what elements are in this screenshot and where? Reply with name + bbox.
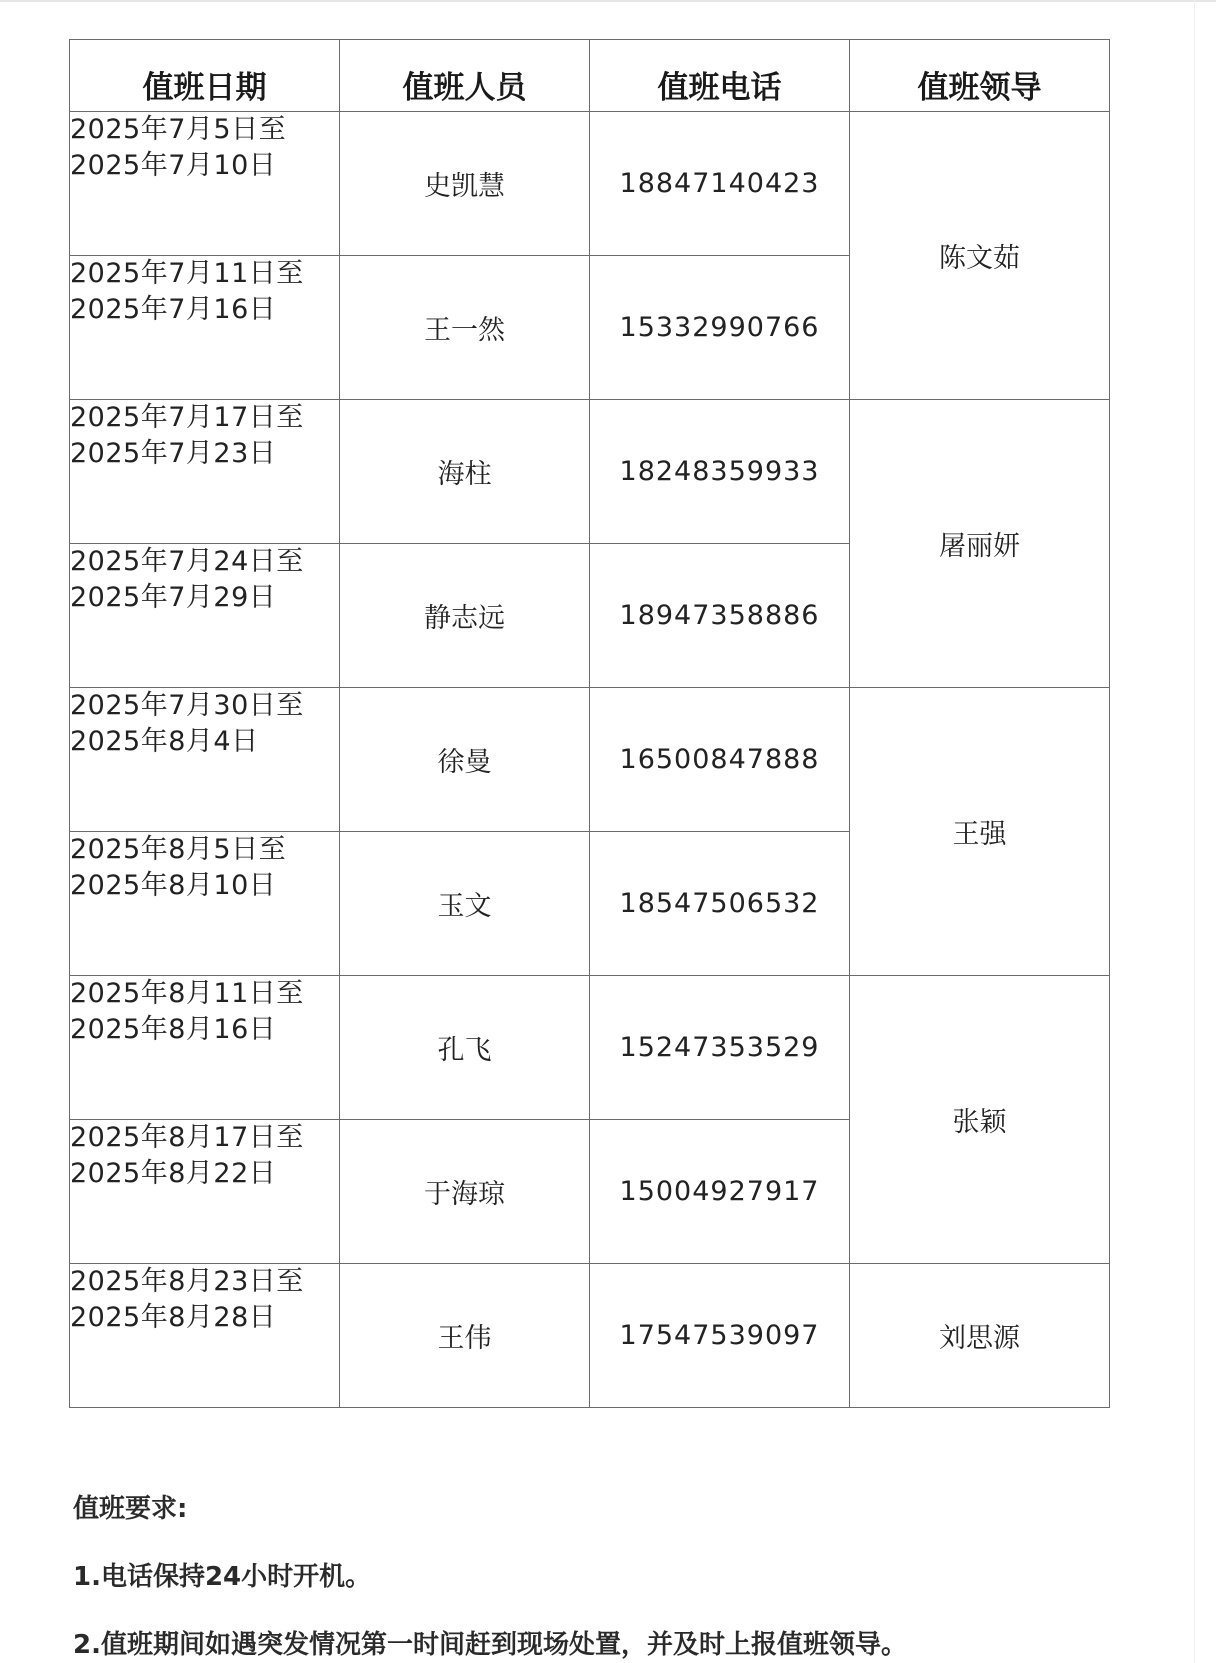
duty-leader: 陈文茹: [850, 112, 1110, 400]
duty-date: [70, 1120, 340, 1264]
date-end: 2025年7月29日: [70, 582, 277, 613]
top-divider: [0, 0, 1216, 2]
header-phone: 值班电话: [590, 40, 850, 112]
date-start: 2025年8月5日至: [70, 834, 287, 865]
duty-phone: 15332990766: [590, 256, 850, 400]
date-start: 2025年7月17日至: [70, 402, 304, 433]
duty-date: [70, 112, 340, 256]
duty-leader: 王强: [850, 688, 1110, 976]
date-end: 2025年8月16日: [70, 1014, 277, 1045]
date-start: 2025年7月24日至: [70, 546, 304, 577]
header-leader: 值班领导: [850, 40, 1110, 112]
duty-phone: 18547506532: [590, 832, 850, 976]
header-date: 值班日期: [70, 40, 340, 112]
table-row: [70, 976, 1110, 1120]
duty-person: 徐曼: [340, 688, 590, 832]
date-end: 2025年7月10日: [70, 150, 277, 181]
duty-phone: 15004927917: [590, 1120, 850, 1264]
duty-person: 静志远: [340, 544, 590, 688]
date-end: 2025年7月23日: [70, 438, 277, 469]
duty-person: 于海琼: [340, 1120, 590, 1264]
date-start: 2025年8月17日至: [70, 1122, 304, 1153]
duty-person: 海柱: [340, 400, 590, 544]
duty-date: [70, 400, 340, 544]
duty-person: 王一然: [340, 256, 590, 400]
duty-schedule-table: [69, 39, 1110, 1408]
date-start: 2025年7月11日至: [70, 258, 304, 289]
duty-phone: 17547539097: [590, 1264, 850, 1408]
duty-phone: 15247353529: [590, 976, 850, 1120]
duty-date: [70, 1264, 340, 1408]
date-start: 2025年7月5日至: [70, 114, 287, 145]
page-edge: [1194, 0, 1195, 1663]
duty-date: [70, 544, 340, 688]
duty-phone: 18248359933: [590, 400, 850, 544]
duty-person: 孔飞: [340, 976, 590, 1120]
date-end: 2025年7月16日: [70, 294, 277, 325]
table-row: [70, 400, 1110, 544]
table-row: [70, 688, 1110, 832]
duty-phone: 18947358886: [590, 544, 850, 688]
duty-person: 王伟: [340, 1264, 590, 1408]
duty-phone: 18847140423: [590, 112, 850, 256]
requirements-title: 值班要求:: [73, 1494, 188, 1524]
header-person: 值班人员: [340, 40, 590, 112]
date-start: 2025年8月11日至: [70, 978, 304, 1009]
date-end: 2025年8月4日: [70, 726, 259, 757]
duty-person: 玉文: [340, 832, 590, 976]
table-row: [70, 1264, 1110, 1408]
duty-leader: 屠丽妍: [850, 400, 1110, 688]
duty-leader: 刘思源: [850, 1264, 1110, 1408]
date-end: 2025年8月28日: [70, 1302, 277, 1333]
date-start: 2025年7月30日至: [70, 690, 304, 721]
table-row: [70, 112, 1110, 256]
date-end: 2025年8月10日: [70, 870, 277, 901]
date-end: 2025年8月22日: [70, 1158, 277, 1189]
table-header-row: [70, 40, 1110, 112]
duty-date: [70, 688, 340, 832]
requirement-item: 2.值班期间如遇突发情况第一时间赶到现场处置，并及时上报值班领导。: [73, 1630, 907, 1660]
duty-date: [70, 256, 340, 400]
date-start: 2025年8月23日至: [70, 1266, 304, 1297]
duty-date: [70, 832, 340, 976]
duty-person: 史凯慧: [340, 112, 590, 256]
requirement-item: 1.电话保持24小时开机。: [73, 1562, 372, 1592]
duty-date: [70, 976, 340, 1120]
duty-phone: 16500847888: [590, 688, 850, 832]
duty-leader: 张颖: [850, 976, 1110, 1264]
